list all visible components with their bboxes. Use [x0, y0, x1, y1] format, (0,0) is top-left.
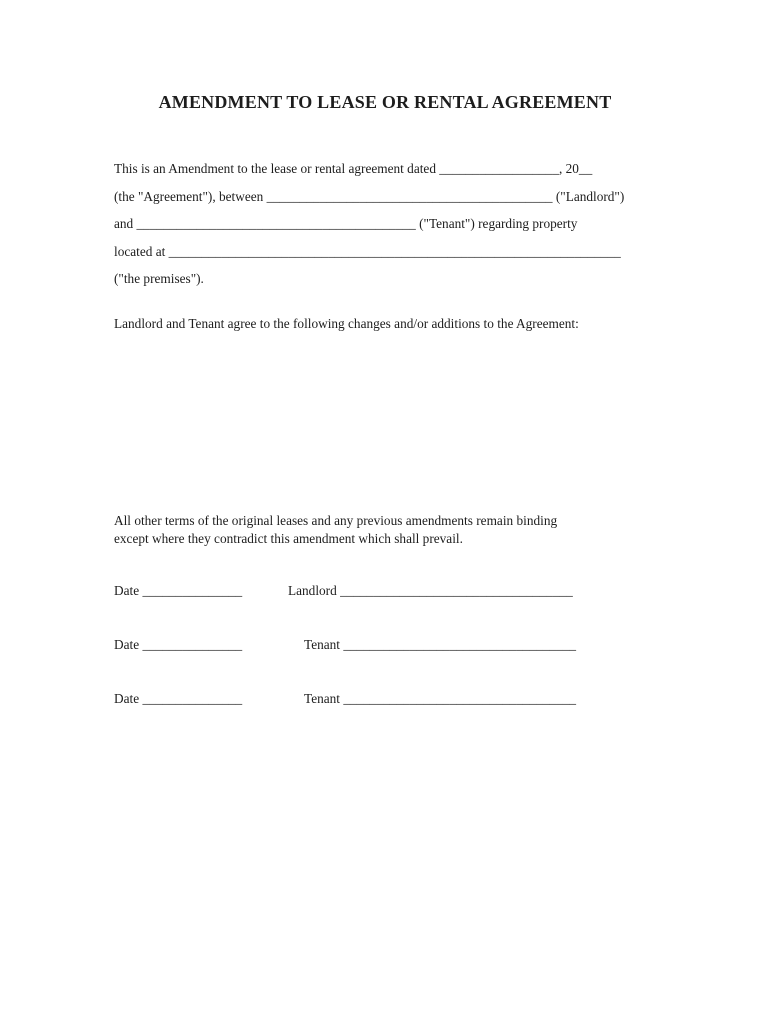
signature-blank-line: ___________________________________: [343, 691, 577, 706]
document-title: AMENDMENT TO LEASE OR RENTAL AGREEMENT: [158, 92, 612, 112]
intro-line-4-text: located at: [114, 243, 169, 259]
intro-line-1: [114, 155, 624, 183]
party-label: Tenant: [304, 637, 340, 652]
terms-clause: [114, 512, 557, 549]
intro-line-5-text: ("the premises").: [114, 271, 204, 287]
signature-section: [114, 581, 576, 743]
landlord-name-blank: ___________________________________________: [266, 188, 553, 204]
tenant-signature-field: [288, 635, 576, 655]
signature-row-tenant-1: [114, 635, 576, 655]
intro-line-1-text: This is an Amendment to the lease or rental agreement dated: [114, 161, 440, 176]
intro-line-3-text: and: [114, 216, 137, 232]
date-label: Date: [114, 583, 140, 598]
date-blank-line: _______________: [142, 583, 243, 598]
intro-line-2-after: ("Landlord"): [552, 188, 625, 204]
date-field: [114, 581, 288, 601]
intro-line-4: [114, 238, 624, 266]
date-blank-line: _______________: [142, 691, 243, 706]
landlord-signature-field: [288, 581, 573, 601]
terms-clause-line-1: All other terms of the original leases and any previous amendments remain binding: [114, 513, 558, 528]
signature-row-landlord: [114, 581, 576, 601]
intro-line-1-after: , 20: [558, 161, 579, 176]
intro-line-2-text: (the "Agreement"), between: [114, 188, 267, 204]
agreement-date-blank: __________________: [439, 161, 559, 176]
date-label: Date: [114, 637, 140, 652]
signature-row-tenant-2: [114, 689, 576, 709]
party-label: Tenant: [304, 691, 340, 706]
date-blank-line: _______________: [142, 637, 243, 652]
date-field: [114, 635, 288, 655]
party-label: Landlord: [288, 583, 337, 598]
intro-line-5: [114, 265, 624, 293]
intro-line-3: [114, 210, 624, 238]
tenant-signature-field: [288, 689, 576, 709]
year-blank: __: [578, 161, 593, 176]
tenant-name-blank: __________________________________________: [136, 216, 416, 232]
agreement-clause: Landlord and Tenant agree to the following changes and/or additions to the Agreement:: [114, 316, 579, 331]
date-label: Date: [114, 691, 140, 706]
signature-blank-line: ___________________________________: [340, 583, 573, 598]
intro-paragraph: [114, 155, 624, 293]
intro-line-3-after: ("Tenant") regarding property: [415, 216, 578, 232]
property-address-blank: ____________________________________________________________________: [168, 243, 621, 259]
signature-blank-line: ___________________________________: [343, 637, 577, 652]
intro-line-2: [114, 183, 624, 211]
terms-clause-line-2: except where they contradict this amendment which shall prevail.: [114, 531, 463, 547]
date-field: [114, 689, 288, 709]
